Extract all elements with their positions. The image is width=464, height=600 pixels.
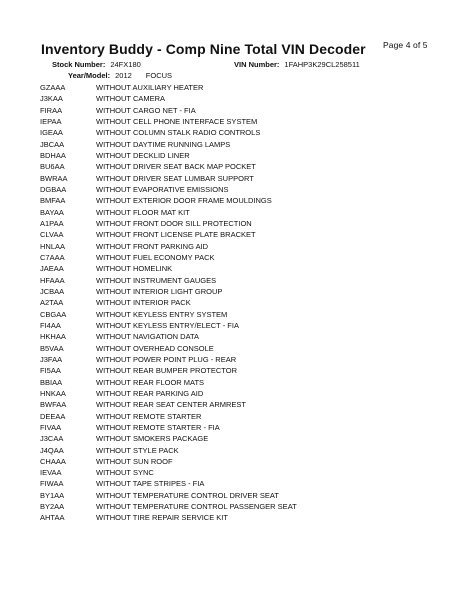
option-description: WITHOUT DECKLID LINER: [96, 150, 190, 160]
option-description: WITHOUT AUXILIARY HEATER: [96, 83, 204, 92]
list-item: [0, 104, 464, 115]
option-description: WITHOUT STYLE PACK: [96, 445, 179, 455]
vin-number-label: VIN Number:: [234, 60, 280, 69]
list-item: [0, 251, 464, 262]
list-item: [0, 364, 464, 375]
option-code: JCBAA: [40, 286, 65, 296]
list-item: [0, 410, 464, 421]
option-description: WITHOUT DRIVER SEAT BACK MAP POCKET: [96, 162, 256, 172]
option-code: CBGAA: [40, 309, 67, 319]
option-code: IGEAA: [40, 128, 63, 138]
vin-number-value: 1FAHP3K29CL258511: [284, 60, 360, 69]
option-code: IEVAA: [40, 468, 62, 478]
option-description: WITHOUT CARGO NET - FIA: [96, 105, 196, 115]
option-description: WITHOUT REAR FLOOR MATS: [96, 377, 205, 387]
option-code: BDHAA: [40, 150, 66, 160]
option-code: J3FAA: [40, 354, 63, 364]
list-item: [0, 149, 464, 160]
option-code: J3CAA: [40, 434, 64, 444]
list-item: [0, 194, 464, 205]
list-item: [0, 330, 464, 341]
year-model-row: [68, 71, 172, 80]
list-item: [0, 262, 464, 273]
option-description: WITHOUT SYNC: [96, 468, 154, 478]
option-code: FIVAA: [40, 422, 62, 432]
option-code: GZAAA: [40, 83, 66, 92]
option-code: A1PAA: [40, 218, 64, 228]
option-description: WITHOUT INTERIOR LIGHT GROUP: [96, 286, 223, 296]
option-code: HFAAA: [40, 275, 65, 285]
list-item: [0, 274, 464, 285]
page-title: Inventory Buddy - Comp Nine Total VIN Decoder: [41, 41, 366, 57]
option-code: CLVAA: [40, 230, 64, 240]
list-item: [0, 398, 464, 409]
option-code: BBIAA: [40, 377, 63, 387]
option-code: FI4AA: [40, 320, 61, 330]
option-description: WITHOUT FRONT LICENSE PLATE BRACKET: [96, 230, 256, 240]
option-code: AHTAA: [40, 513, 65, 523]
option-description: WITHOUT TEMPERATURE CONTROL PASSENGER SEAT: [96, 502, 297, 512]
stock-number-value: 24FX180: [110, 60, 141, 69]
option-description: WITHOUT OVERHEAD CONSOLE: [96, 343, 214, 353]
option-code: C7AAA: [40, 252, 65, 262]
option-description: WITHOUT POWER POINT PLUG - REAR: [96, 354, 237, 364]
option-code: B5VAA: [40, 343, 64, 353]
option-description: WITHOUT REAR PARKING AID: [96, 388, 204, 398]
option-code: J3KAA: [40, 94, 63, 104]
option-description: WITHOUT INSTRUMENT GAUGES: [96, 275, 217, 285]
list-item: [0, 511, 464, 522]
option-code-list: [0, 81, 464, 523]
year-model-label: Year/Model:: [68, 71, 111, 80]
stock-number-row: [52, 60, 141, 69]
list-item: [0, 296, 464, 307]
option-description: WITHOUT SUN ROOF: [96, 456, 173, 466]
option-code: FI5AA: [40, 366, 61, 376]
list-item: [0, 387, 464, 398]
option-description: WITHOUT CELL PHONE INTERFACE SYSTEM: [96, 116, 258, 126]
option-code: J4QAA: [40, 445, 64, 455]
list-item: [0, 172, 464, 183]
list-item: [0, 126, 464, 137]
option-code: BMFAA: [40, 196, 66, 206]
list-item: [0, 489, 464, 500]
option-description: WITHOUT EXTERIOR DOOR FRAME MOULDINGS: [96, 196, 272, 206]
list-item: [0, 376, 464, 387]
list-item: [0, 466, 464, 477]
option-description: WITHOUT FRONT DOOR SILL PROTECTION: [96, 218, 252, 228]
list-item: [0, 183, 464, 194]
list-item: [0, 240, 464, 251]
option-code: BAYAA: [40, 207, 64, 217]
list-item: [0, 160, 464, 171]
list-item: [0, 285, 464, 296]
option-description: WITHOUT REMOTE STARTER - FIA: [96, 422, 220, 432]
list-item: [0, 477, 464, 488]
list-item: [0, 353, 464, 364]
list-item: [0, 421, 464, 432]
list-item: [0, 500, 464, 511]
page-number: Page 4 of 5: [383, 40, 428, 50]
option-code: HKHAA: [40, 332, 66, 342]
option-code: DEEAA: [40, 411, 66, 421]
option-description: WITHOUT FRONT PARKING AID: [96, 241, 209, 251]
option-code: FIWAA: [40, 479, 64, 489]
option-code: HNKAA: [40, 388, 66, 398]
option-code: BWFAA: [40, 400, 67, 410]
list-item: [0, 455, 464, 466]
option-description: WITHOUT FUEL ECONOMY PACK: [96, 252, 215, 262]
option-code: HNLAA: [40, 241, 66, 251]
option-code: A2TAA: [40, 298, 64, 308]
option-code: BU6AA: [40, 162, 65, 172]
option-description: WITHOUT DRIVER SEAT LUMBAR SUPPORT: [96, 173, 254, 183]
list-item: [0, 138, 464, 149]
option-description: WITHOUT EVAPORATIVE EMISSIONS: [96, 184, 229, 194]
option-code: BY2AA: [40, 502, 65, 512]
option-code: JAEAA: [40, 264, 64, 274]
list-item: [0, 206, 464, 217]
option-description: WITHOUT COLUMN STALK RADIO CONTROLS: [96, 128, 261, 138]
vin-number-row: [234, 60, 360, 69]
list-item: [0, 228, 464, 239]
option-description: WITHOUT DAYTIME RUNNING LAMPS: [96, 139, 231, 149]
option-code: BY1AA: [40, 490, 65, 500]
option-description: WITHOUT REAR SEAT CENTER ARMREST: [96, 400, 247, 410]
option-description: WITHOUT TEMPERATURE CONTROL DRIVER SEAT: [96, 490, 279, 500]
list-item: [0, 217, 464, 228]
option-description: WITHOUT TIRE REPAIR SERVICE KIT: [96, 513, 228, 523]
list-item: [0, 115, 464, 126]
option-code: BWRAA: [40, 173, 68, 183]
option-description: WITHOUT KEYLESS ENTRY/ELECT - FIA: [96, 320, 239, 330]
option-code: FIRAA: [40, 105, 63, 115]
option-description: WITHOUT TAPE STRIPES - FIA: [96, 479, 205, 489]
list-item: [0, 432, 464, 443]
model-value: FOCUS: [145, 71, 173, 80]
option-description: WITHOUT INTERIOR PACK: [96, 298, 191, 308]
list-item: [0, 308, 464, 319]
option-description: WITHOUT HOMELINK: [96, 264, 173, 274]
option-code: CHAAA: [40, 456, 66, 466]
list-item: [0, 92, 464, 103]
option-description: WITHOUT SMOKERS PACKAGE: [96, 434, 209, 444]
option-description: WITHOUT FLOOR MAT KIT: [96, 207, 190, 217]
option-code: DGBAA: [40, 184, 67, 194]
list-item: [0, 342, 464, 353]
option-description: WITHOUT KEYLESS ENTRY SYSTEM: [96, 309, 228, 319]
option-description: WITHOUT CAMERA: [96, 94, 166, 104]
option-code: JBCAA: [40, 139, 65, 149]
list-item: [0, 444, 464, 455]
option-description: WITHOUT REAR BUMPER PROTECTOR: [96, 366, 237, 376]
list-item: [0, 81, 464, 92]
year-value: 2012: [115, 71, 132, 80]
option-code: IEPAA: [40, 116, 62, 126]
list-item: [0, 319, 464, 330]
stock-number-label: Stock Number:: [52, 60, 106, 69]
option-description: WITHOUT REMOTE STARTER: [96, 411, 202, 421]
option-description: WITHOUT NAVIGATION DATA: [96, 332, 200, 342]
